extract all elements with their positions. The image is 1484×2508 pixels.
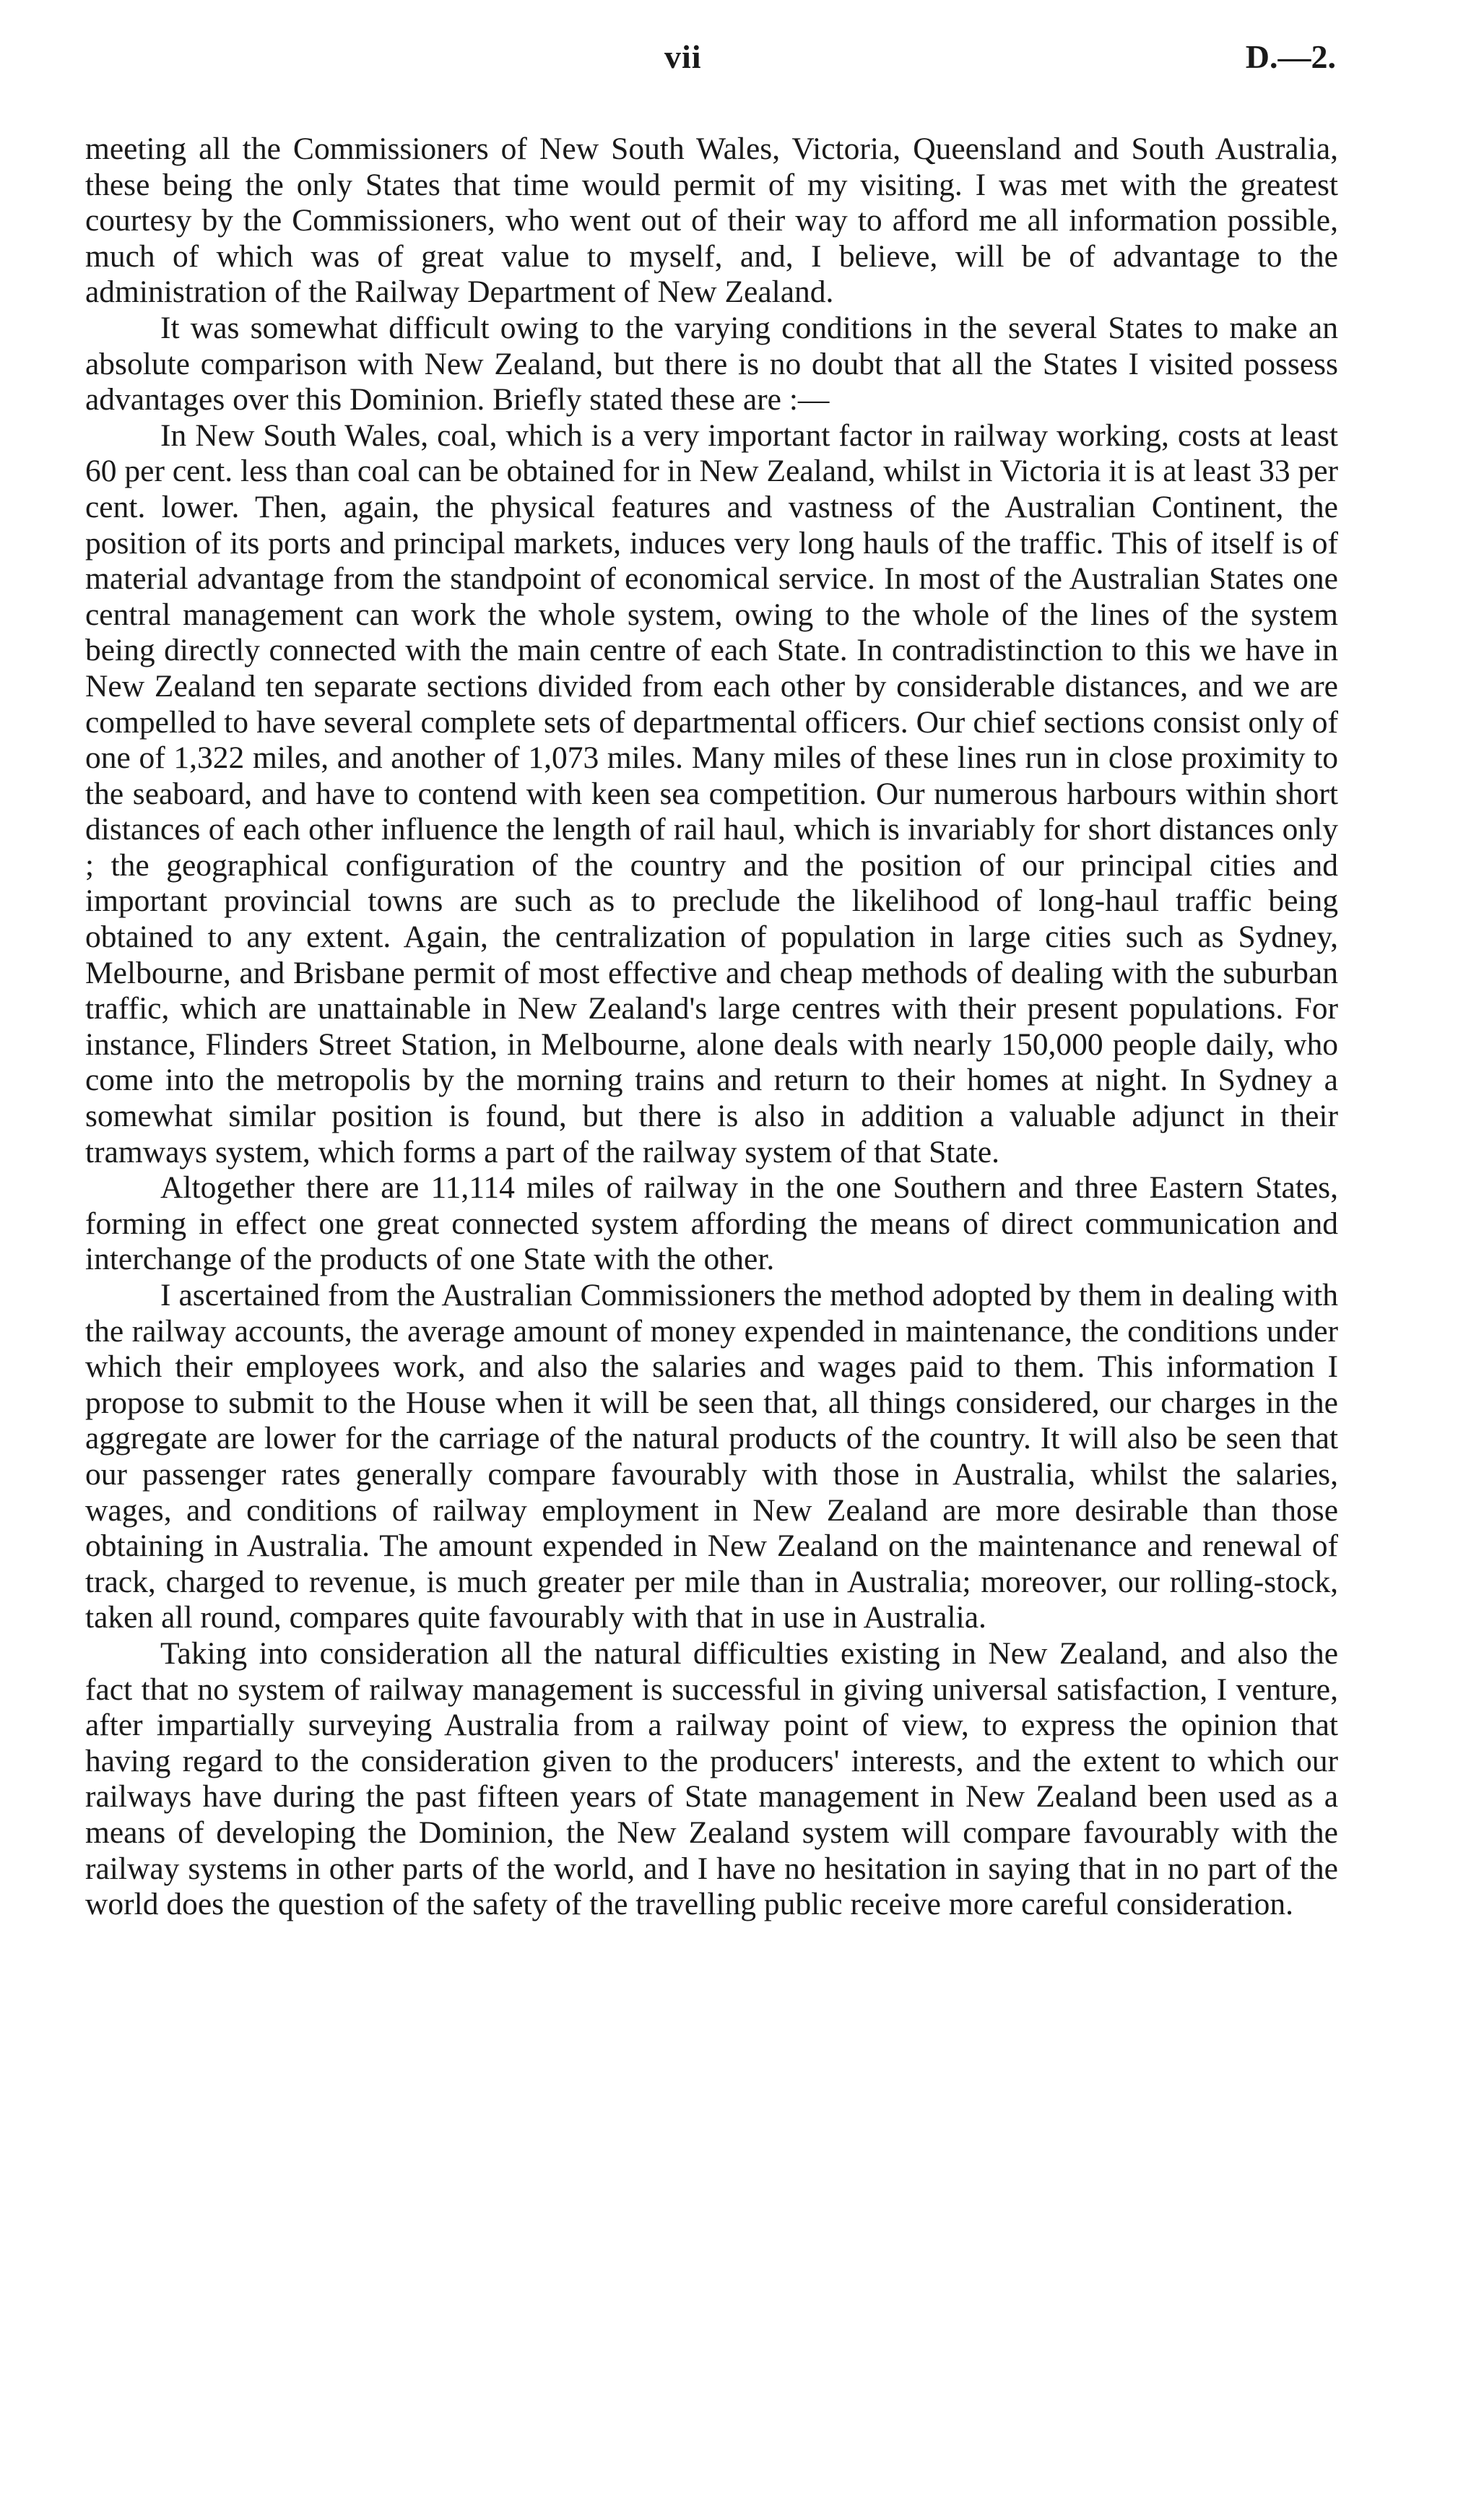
body-text [85,131,1338,1923]
document-reference: D.—2. [1245,38,1336,75]
page-header [0,38,1484,95]
paragraph-accounts-comparison: I ascertained from the Australian Commissioners the method adopted by them in dealing with the railway accounts, the average amount of money expended in maintenance, the conditions under which their employees work, and also the salaries and wages paid to them. This information I propose to submit to the House when it will be seen that, all things considered, our charges in the aggregate are lower for the carriage of the natural products of the country. It will also be seen that our passenger rates generally compare favourably with those in Australia, whilst the salaries, wages, and conditions of railway employment in New Zealand are more desirable than those obtaining in Australia. The amount expended in New Zealand on the maintenance and renewal of track, charged to revenue, is much greater per mile than in Australia; moreover, our rolling-stock, taken all round, compares quite favourably with that in use in Australia. [85,1278,1338,1635]
page-number: vii [664,38,702,75]
paragraph-comparison-difficulty: It was somewhat difficult owing to the varying conditions in the several States to make an absolute comparison with New Zealand, but there is no doubt that all the States I visited possess advantages over this Dominion. Briefly stated these are :— [85,310,1338,418]
paragraph-australian-advantages: In New South Wales, coal, which is a very important factor in railway working, costs at least 60 per cent. less than coal can be obtained for in New Zealand, whilst in Victoria it is at least 33 per cent. lower. Then, again, the physical features and vastness of the Australian Continent, the position of its ports and principal markets, induces very long hauls of the traffic. This of itself is of material advantage from the standpoint of economical service. In most of the Australian States one central management can work the whole system, owing to the whole of the lines of the system being directly connected with the main centre of each State. In contradistinction to this we have in New Zealand ten separate sections divided from each other by considerable distances, and we are compelled to have several complete sets of departmental officers. Our chief sections consist only of one of 1,322 miles, and another of 1,073 miles. Many miles of these lines run in close proximity to the seaboard, and have to contend with keen sea competition. Our numerous harbours within short distances of each other influence the length of rail haul, which is invariably for short distances only ; the geographical configuration of the country and the position of our principal cities and important provincial towns are such as to preclude the likelihood of long-haul traffic being obtained to any extent. Again, the centralization of population in large cities such as Sydney, Melbourne, and Brisbane permit of most effective and cheap methods of dealing with the suburban traffic, which are unattainable in New Zealand's large centres with their present populations. For instance, Flinders Street Station, in Melbourne, alone deals with nearly 150,000 people daily, who come into the metropolis by the morning trains and return to their homes at night. In Sydney a somewhat similar position is found, but there is also in addition a valuable adjunct in their tramways system, which forms a part of the railway system of that State. [85,418,1338,1169]
paragraph-conclusion: Taking into consideration all the natural difficulties existing in New Zealand, and also the fact that no system of railway management is successful in giving universal satisfaction, I venture, after impartially surveying Australia from a railway point of view, to express the opinion that having regard to the consideration given to the producers' interests, and the extent to which our railways have during the past fifteen years of State management in New Zealand been used as a means of developing the Dominion, the New Zealand system will compare favourably with the railway systems in other parts of the world, and I have no hesitation in saying that in no part of the world does the question of the safety of the travelling public receive more careful consideration. [85,1635,1338,1922]
paragraph-railway-mileage: Altogether there are 11,114 miles of railway in the one Southern and three Eastern States, forming in effect one great connected system affording the means of direct communication and interchange of the products of one State with the other. [85,1170,1338,1277]
paragraph-commissioners-visit: meeting all the Commissioners of New South Wales, Victoria, Queensland and South Australia, these being the only States that time would permit of my visiting. I was met with the greatest courtesy by the Commissioners, who went out of their way to afford me all information possible, much of which was of great value to myself, and, I believe, will be of advantage to the administration of the Railway Department of New Zealand. [85,131,1338,310]
